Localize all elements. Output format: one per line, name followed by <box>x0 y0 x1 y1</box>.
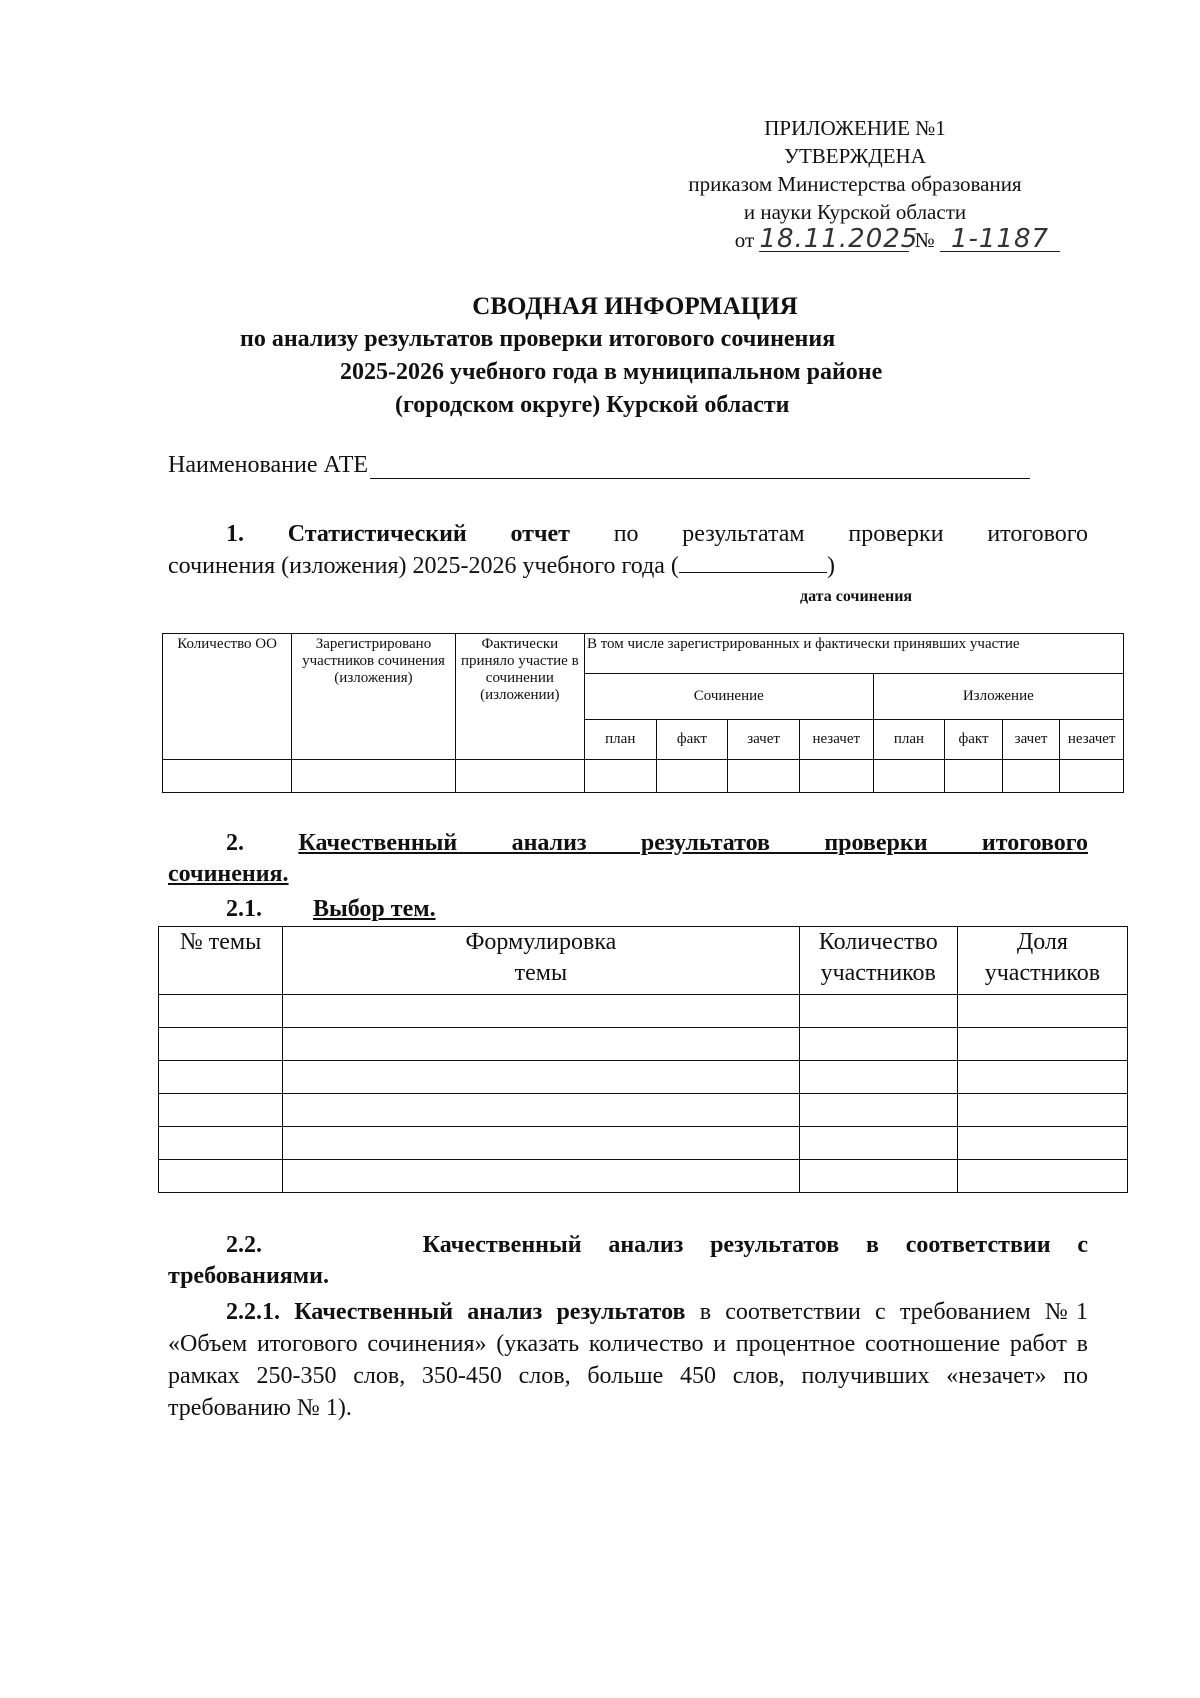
header-participants-share-2: участников <box>984 960 1101 986</box>
section-2-line-1 <box>168 828 1088 859</box>
header-essay-fail: незачет <box>799 720 873 760</box>
approved-by-line: приказом Министерства образования <box>688 172 1022 196</box>
section-2-2-1-text <box>168 1296 1088 1424</box>
appendix-label: ПРИЛОЖЕНИЕ №1 <box>764 116 946 140</box>
section-2-line-2 <box>168 859 1088 890</box>
section-1-bold: Статистический отчет <box>287 521 570 547</box>
header-essay-fact: факт <box>656 720 728 760</box>
section-2-number: 2. <box>226 830 244 856</box>
cell-theme-number[interactable] <box>159 995 283 1028</box>
document-title <box>160 290 1060 422</box>
cell-theme-number[interactable] <box>159 1061 283 1094</box>
cell-theme-wording[interactable] <box>283 1160 800 1193</box>
cell-participants-share[interactable] <box>957 1061 1127 1094</box>
header-essay-plan: план <box>584 720 656 760</box>
section-1-line-2 <box>168 550 1088 582</box>
section-2-2-1-body: в соответствии с требованием №1 «Объем итогового сочинения» (указать количество и процентное соотношение работ в рамках 250-350 слов, 350-450 слов, больше 450 слов, получивших «незачет» по требованию № 1). <box>168 1299 1088 1421</box>
cell-theme-wording[interactable] <box>283 1028 800 1061</box>
table-row <box>163 760 1124 793</box>
header-participants-count <box>799 927 957 995</box>
section-2-heading <box>168 828 1088 890</box>
cell-participants-count[interactable] <box>799 1160 957 1193</box>
section-2-2-1-paragraph <box>168 1296 1088 1424</box>
order-date-line <box>640 226 1070 254</box>
handwritten-date: 18.11.2025 <box>759 224 919 254</box>
header-participants-share-1: Доля <box>1016 929 1068 955</box>
cell-essay-fact[interactable] <box>656 760 728 793</box>
ministry-line: и науки Курской области <box>743 200 967 224</box>
header-including: В том числе зарегистрированных и фактически принявших участие <box>584 634 1123 674</box>
section-2-title-2: сочинения. <box>168 861 289 887</box>
number-prefix: № <box>914 228 935 252</box>
cell-participants-count[interactable] <box>799 1028 957 1061</box>
cell-exposition-plan[interactable] <box>873 760 945 793</box>
table-row <box>159 1160 1128 1193</box>
section-2-1-number: 2.1. <box>226 896 262 922</box>
header-theme-number: № темы <box>159 927 283 995</box>
cell-participants-count[interactable] <box>799 995 957 1028</box>
cell-participants-share[interactable] <box>957 1160 1127 1193</box>
approval-block <box>640 114 1070 254</box>
header-exposition-fail: незачет <box>1060 720 1124 760</box>
cell-theme-wording[interactable] <box>283 1127 800 1160</box>
section-2-1-heading <box>226 896 436 923</box>
header-exposition-pass: зачет <box>1002 720 1060 760</box>
section-2-2-heading <box>168 1230 1088 1292</box>
table-row <box>159 995 1128 1028</box>
cell-theme-number[interactable] <box>159 1028 283 1061</box>
cell-participants-count[interactable] <box>799 1127 957 1160</box>
cell-participants-share[interactable] <box>957 1094 1127 1127</box>
cell-theme-wording[interactable] <box>283 995 800 1028</box>
cell-essay-pass[interactable] <box>728 760 800 793</box>
header-count-oo: Количество ОО <box>163 634 292 760</box>
header-theme-wording-1: Формулировка <box>465 929 617 955</box>
date-caption: дата сочинения <box>800 588 913 605</box>
ate-blank-line[interactable] <box>370 454 1030 479</box>
title-line-0: СВОДНАЯ ИНФОРМАЦИЯ <box>472 293 798 320</box>
cell-theme-wording[interactable] <box>283 1094 800 1127</box>
cell-essay-fail[interactable] <box>799 760 873 793</box>
header-exposition-plan: план <box>873 720 945 760</box>
title-line-3: (городском округе) Курской области <box>395 392 790 418</box>
section-1-paragraph <box>168 518 1088 582</box>
table-row <box>159 1061 1128 1094</box>
title-line-1: по анализу результатов проверки итогового сочинения <box>240 326 836 352</box>
approved-label: УТВЕРЖДЕНА <box>784 144 926 168</box>
section-2-2-1-number: 2.2.1. <box>226 1299 280 1325</box>
header-participants-count-2: участников <box>820 960 936 986</box>
title-line-2: 2025-2026 учебного года в муниципальном районе <box>340 359 883 385</box>
table-row <box>159 1028 1128 1061</box>
section-1-close-paren: ) <box>826 553 835 579</box>
cell-participants-share[interactable] <box>957 1127 1127 1160</box>
section-2-2-number: 2.2. <box>226 1232 262 1258</box>
statistics-table <box>162 633 1124 793</box>
themes-table <box>158 926 1128 1193</box>
header-exposition-fact: факт <box>945 720 1003 760</box>
table-row <box>159 1094 1128 1127</box>
header-group-exposition: Изложение <box>873 674 1123 720</box>
date-prefix: от <box>734 228 755 252</box>
ate-name-field <box>168 452 1088 479</box>
cell-count-oo[interactable] <box>163 760 292 793</box>
ate-label: Наименование АТЕ <box>168 452 369 478</box>
cell-theme-number[interactable] <box>159 1160 283 1193</box>
cell-exposition-pass[interactable] <box>1002 760 1060 793</box>
cell-theme-wording[interactable] <box>283 1061 800 1094</box>
essay-date-blank[interactable] <box>679 550 827 573</box>
section-2-2-line-1 <box>168 1230 1088 1261</box>
cell-exposition-fail[interactable] <box>1060 760 1124 793</box>
cell-actual[interactable] <box>455 760 584 793</box>
section-1-number: 1. <box>226 521 244 547</box>
header-participants-share <box>957 927 1127 995</box>
section-2-2-title-1: Качественный анализ результатов в соответствии с <box>422 1232 1088 1258</box>
cell-participants-share[interactable] <box>957 995 1127 1028</box>
handwritten-order-number: 1-1187 <box>940 227 1060 252</box>
cell-participants-count[interactable] <box>799 1094 957 1127</box>
table-row <box>159 1127 1128 1160</box>
section-1-rest: по результатам проверки итогового <box>569 521 1088 547</box>
cell-essay-plan[interactable] <box>584 760 656 793</box>
cell-theme-number[interactable] <box>159 1094 283 1127</box>
header-registered: Зарегистрировано участников сочинения (изложения) <box>292 634 456 760</box>
section-1-line-1 <box>168 518 1088 550</box>
header-theme-wording-2: темы <box>514 960 568 986</box>
header-group-essay: Сочинение <box>584 674 873 720</box>
header-theme-wording <box>283 927 800 995</box>
section-2-1-title: Выбор тем. <box>313 896 436 922</box>
header-actual: Фактически приняло участие в сочинении (изложении) <box>455 634 584 760</box>
section-1-line2-text: сочинения (изложения) 2025-2026 учебного года ( <box>168 553 679 579</box>
cell-participants-share[interactable] <box>957 1028 1127 1061</box>
section-2-2-title-2: требованиями. <box>168 1263 329 1289</box>
cell-registered[interactable] <box>292 760 456 793</box>
header-participants-count-1: Количество <box>818 929 938 955</box>
cell-theme-number[interactable] <box>159 1127 283 1160</box>
header-essay-pass: зачет <box>728 720 800 760</box>
cell-participants-count[interactable] <box>799 1061 957 1094</box>
section-2-2-1-bold: Качественный анализ результатов <box>294 1299 686 1325</box>
cell-exposition-fact[interactable] <box>945 760 1003 793</box>
section-2-title-1: Качественный анализ результатов проверки итогового <box>298 830 1088 856</box>
